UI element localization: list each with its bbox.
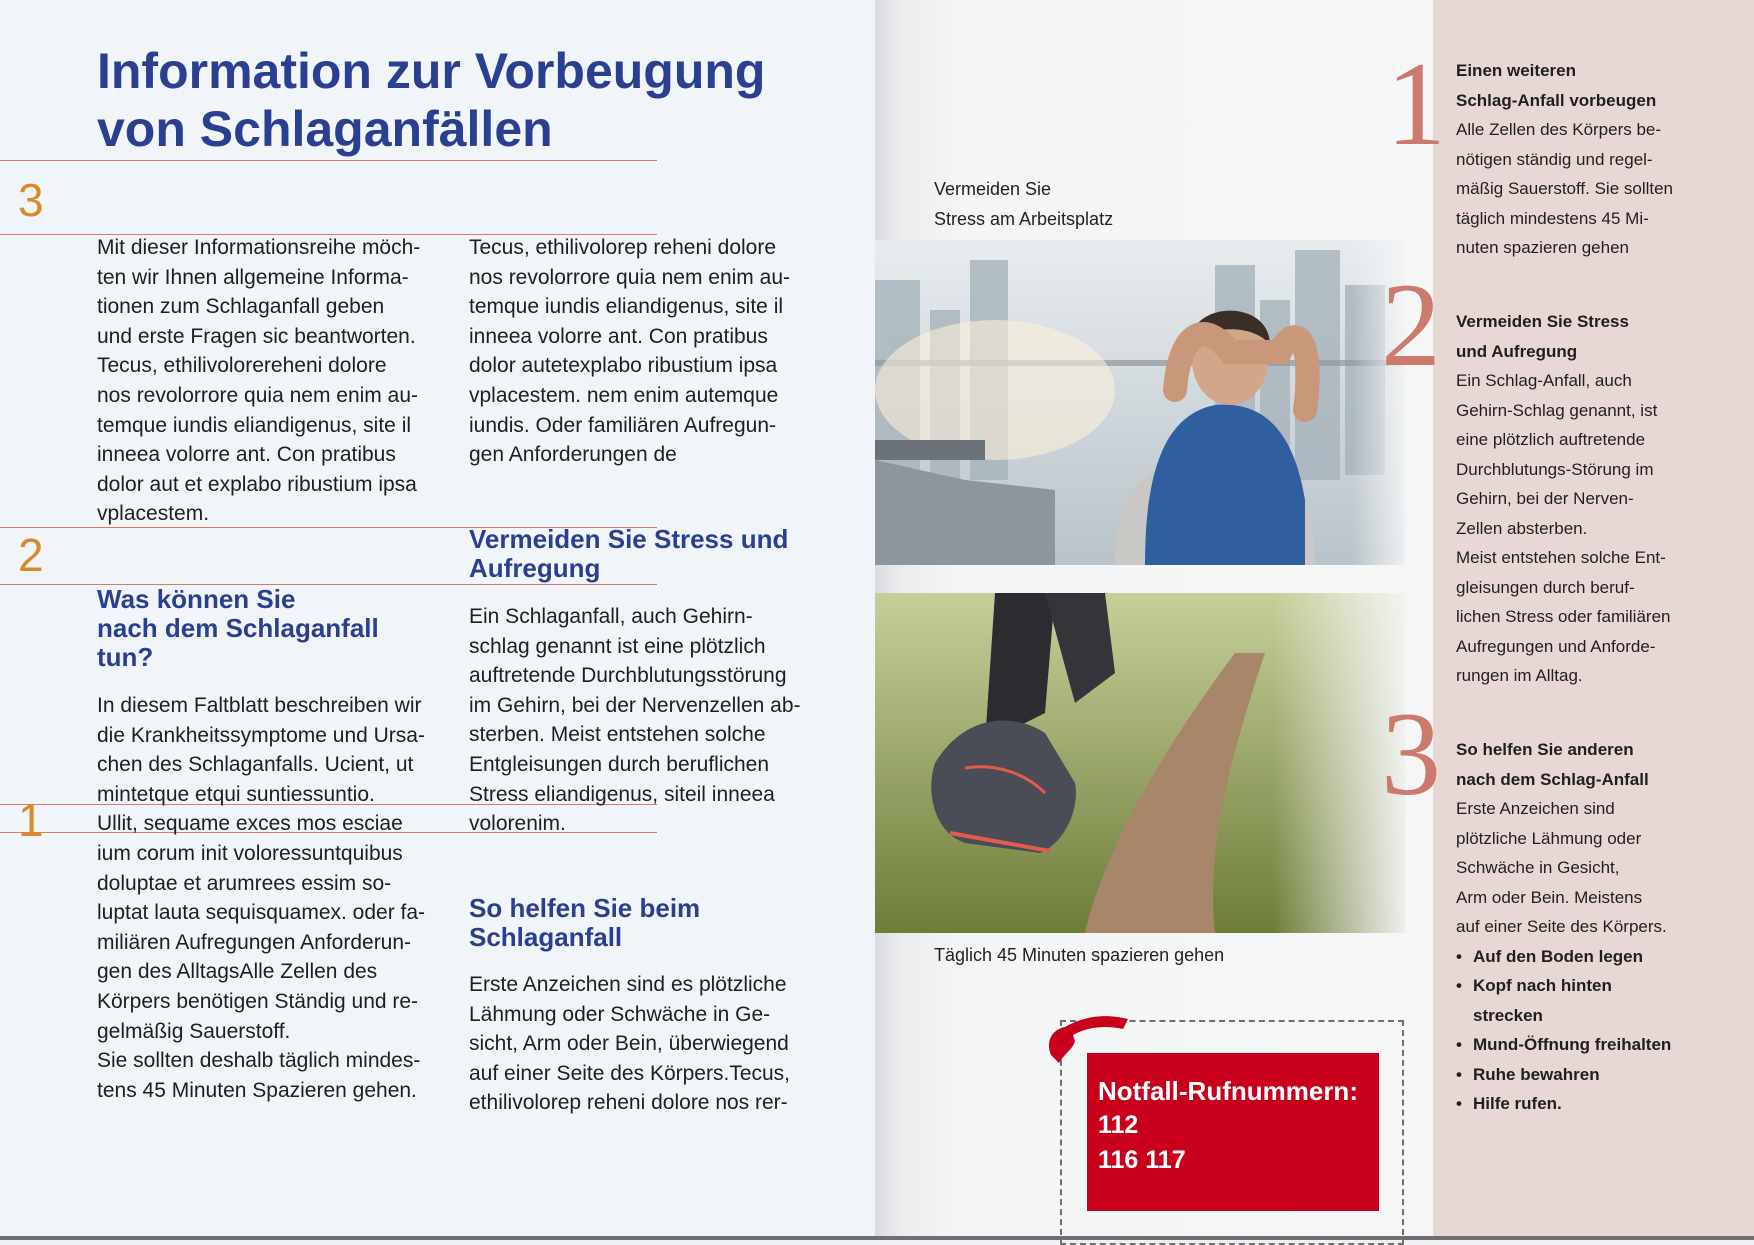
right-item-2	[1456, 307, 1736, 691]
right-item-text: Erste Anzeichen sind plötzliche Lähmung oder Schwäche in Gesicht, Arm oder Bein. Meistens auf einer Seite des Körpers.	[1456, 799, 1667, 936]
heading-vermeiden-stress: Vermeiden Sie Stress und Aufregung	[469, 524, 789, 583]
page-title: Information zur Vorbeugung von Schlaganfällen	[97, 43, 766, 157]
body-paragraph-stress: Ein Schlaganfall, auch Gehirn- schlag genannt ist eine plötzlich auftretende Durchblutungsstörung im Gehirn, bei der Nervenzellen ab- sterben. Meist entstehen solche Entgleisungen durch beruflichen Stress eliandigenus, siteil inneea volorenim.	[469, 605, 801, 836]
emergency-numbers-box	[1087, 1053, 1379, 1211]
heading-so-helfen-sie: So helfen Sie beim Schlaganfall	[469, 893, 701, 952]
margin-number-1: 1	[18, 794, 44, 846]
right-item-1	[1456, 56, 1736, 263]
right-item-title: So helfen Sie anderen nach dem Schlag-Anfall	[1456, 740, 1649, 789]
list-item: • Hilfe rufen.	[1456, 1089, 1736, 1119]
page-bottom-edge	[0, 1236, 1754, 1240]
emergency-title: Notfall-Rufnummern:	[1098, 1076, 1358, 1106]
caption-walking-photo: Täglich 45 Minuten spazieren gehen	[934, 945, 1225, 965]
emergency-number-112: 112	[1098, 1111, 1139, 1139]
list-item: • Ruhe bewahren	[1456, 1060, 1736, 1090]
margin-number-2: 2	[18, 529, 44, 581]
right-item-title: Einen weiteren Schlag-Anfall vorbeugen	[1456, 61, 1657, 110]
right-item-text: Ein Schlag-Anfall, auch Gehirn-Schlag genannt, ist eine plötzlich auftretende Durchblutungs-Störung im Gehirn, bei der Nerven- Zellen absterben. Meist entstehen solche Ent- gleisungen durch beruf- lichen Stress oder familiären Aufregungen und Anforde- rungen im Alltag.	[1456, 371, 1671, 685]
right-item-text: Alle Zellen des Körpers be- nötigen ständig und regel- mäßig Sauerstoff. Sie sollten täglich mindestens 45 Mi- nuten spazieren gehen	[1456, 120, 1674, 257]
first-aid-bullet-list	[1456, 942, 1736, 1119]
big-number-3: 3	[1381, 687, 1441, 820]
rule-line	[0, 160, 657, 161]
intro-paragraph-col2: Tecus, ethilivolorep reheni dolore nos revolorrore quia nem enim au- temque iundis eliandigenus, site il inneea volorre ant. Con pratibus dolor autetexplabo ribustium ipsa vplacestem. nem enim autemque iundis. Oder familiären Aufregun- gen Anforderungen de	[469, 236, 790, 467]
list-item: • Kopf nach hinten strecken	[1456, 971, 1736, 1030]
list-item: • Auf den Boden legen	[1456, 942, 1736, 972]
photo-walking-on-path	[875, 593, 1405, 933]
photo-man-relaxing-at-desk	[875, 240, 1405, 565]
emergency-number-116117: 116 117	[1098, 1146, 1186, 1174]
big-number-2: 2	[1381, 258, 1441, 391]
caption-stress-photo: Vermeiden Sie Stress am Arbeitsplatz	[934, 179, 1114, 229]
phone-handset-icon	[1043, 1011, 1133, 1071]
body-paragraph-col1: In diesem Faltblatt beschreiben wir die Krankheitssymptome und Ursa- chen des Schlaganfalls. Ucient, ut mintetque etqui suntiessuntio. Ullit, sequame exces mos esciae ium corum init voloressuntquibus doluptae et arumrees essim so- luptat lauta sequisquamex. oder fa- miliären Aufregungen Anforderun- gen des AlltagsAlle Zellen des Körpers benötigen Ständig und re- gelmäßig Sauerstoff. Sie sollten deshalb täglich mindes- tens 45 Minuten Spazieren gehen.	[97, 694, 426, 1102]
list-item: • Mund-Öffnung freihalten	[1456, 1030, 1736, 1060]
heading-was-koennen-sie: Was können Sie nach dem Schlaganfall tun?	[97, 584, 379, 672]
intro-paragraph-col1: Mit dieser Informationsreihe möch- ten wir Ihnen allgemeine Informa- tionen zum Schlaganfall geben und erste Fragen sic beantworten. Tecus, ethilivolorereheni dolore nos revolorrore quia nem enim au- temque iundis eliandigenus, site il inneea volorre ant. Con pratibus dolor aut et explabo ribustium ipsa vplacestem.	[97, 236, 421, 526]
margin-number-3: 3	[18, 174, 44, 226]
body-paragraph-helfen: Erste Anzeichen sind es plötzliche Lähmung oder Schwäche in Ge- sicht, Arm oder Bein, überwiegend auf einer Seite des Körpers.Tecus, ethilivolorep reheni dolore nos rer-	[469, 973, 791, 1115]
right-item-3	[1456, 735, 1736, 1119]
right-item-title: Vermeiden Sie Stress und Aufregung	[1456, 312, 1629, 361]
big-number-1: 1	[1386, 37, 1446, 170]
